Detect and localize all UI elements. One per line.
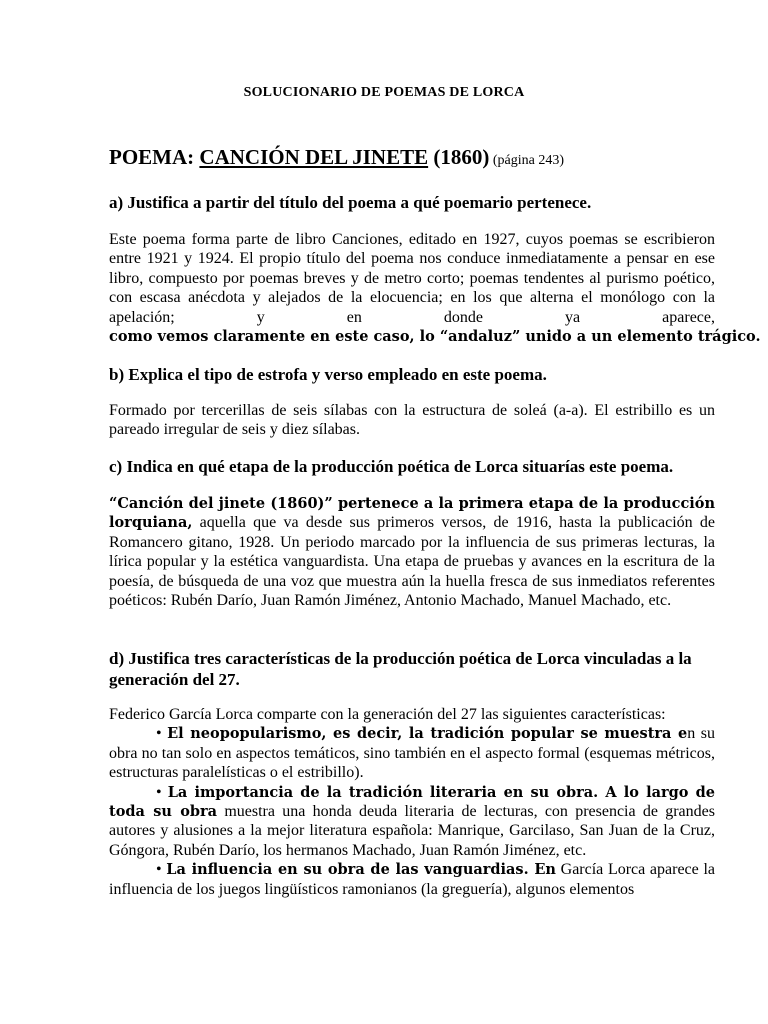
list-item [109, 724, 715, 782]
poem-heading [109, 145, 564, 170]
poem-page-ref: (página 243) [489, 153, 565, 168]
question-d: d) Justifica tres características de la producción poética de Lorca vinculadas a la generación del 27. [109, 649, 692, 689]
answer-c-emphasis: “Canción del jinete (1860)” pertenece a la primera etapa de la producción lorquiana, [109, 495, 715, 532]
bullet-emphasis: El neopopularismo, es decir, la tradición popular se muestra e [167, 725, 688, 743]
bullet-marker: • [156, 783, 168, 801]
answer-c-text: aquella que va desde sus primeros versos, de 1916, hasta la publicación de Romancero gitano, 1928. Un periodo marcado por la influencia de sus primeras lecturas, la lírica popular y la estética vanguardista. Una etapa de pruebas y avances en la escritura de la poesía, de búsqueda de una voz que muestra aún la huella fresca de sus inmediatos referentes poéticos: Rubén Darío, Juan Ramón Jiménez, Antonio Machado, Manuel Machado, etc. [109, 514, 716, 610]
list-item [109, 783, 715, 861]
question-b: b) Explica el tipo de estrofa y verso empleado en este poema. [109, 365, 547, 384]
answer-a [109, 230, 761, 346]
answer-b: Formado por tercerillas de seis sílabas con la estructura de soleá (a-a). El estribillo es un pareado irregular de seis y diez sílabas. [109, 402, 715, 439]
poem-title: CANCIÓN DEL JINETE [199, 145, 429, 169]
bullet-marker: • [156, 861, 167, 879]
question-a: a) Justifica a partir del título del poema a qué poemario pertenece. [109, 193, 592, 212]
bullet-emphasis: La importancia de la tradición literaria en su obra. A lo largo de toda su obra [109, 783, 715, 821]
poem-year: (1860) [428, 145, 490, 169]
bullet-emphasis: La influencia en su obra de las vanguardias. En [166, 861, 556, 879]
answer-a-emphasis: como vemos claramente en este caso, lo “andaluz” unido a un elemento trágico. [109, 328, 761, 346]
bullet-text: García Lorca aparece la influencia de los juegos lingüísticos ramonianos (la greguería), algunos elementos [109, 861, 715, 898]
bullet-text: n su obra no tan solo en aspectos temáticos, sino también en el aspecto formal (esquemas métricos, estructuras paralelísticas o el estribillo). [109, 725, 715, 782]
bullet-marker: • [156, 725, 168, 743]
question-c: c) Indica en qué etapa de la producción poética de Lorca situarías este poema. [109, 457, 674, 476]
answer-a-text: Este poema forma parte de libro Canciones, editado en 1927, cuyos poemas se escribieron entre 1921 y 1924. El propio título del poema nos conduce inmediatamente a pensar en ese libro, compuesto por poemas breves y de metro corto; poemas tendentes al purismo poético, con escasa anécdota y alejados de la elocuencia; en los que alterna el monólogo con la apelación; y en donde ya aparece, [109, 231, 715, 326]
document-title: SOLUCIONARIO DE POEMAS DE LORCA [243, 85, 525, 100]
bullet-text: muestra una honda deuda literaria de lecturas, con presencia de grandes autores y alusiones a la mejor literatura española: Manrique, Garcilaso, San Juan de la Cruz, Góngora, Rubén Darío, los hermanos Machado, Juan Ramón Jiménez, etc. [109, 803, 715, 859]
answer-c [109, 494, 715, 610]
list-item [109, 860, 715, 899]
poem-prefix: POEMA: [109, 145, 200, 169]
answer-d [109, 705, 715, 899]
answer-d-intro: Federico García Lorca comparte con la generación del 27 las siguientes características: [109, 706, 666, 723]
